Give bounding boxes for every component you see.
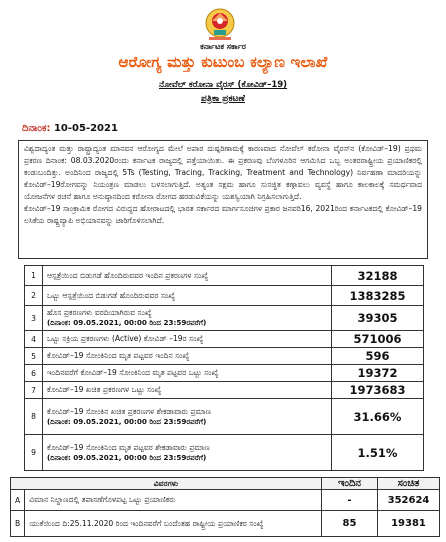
row-label: ಕೋವಿಡ್–19 ಖಚಿತ ಪ್ರಕರಣಗಳ ಒಟ್ಟು ಸಂಖ್ಯೆ bbox=[43, 382, 332, 399]
row-label: ಕೋವಿಡ್–19 ಸೋಂಕಿನಿಂದ ಮೃತ ಪಟ್ಟವರ ಇಂದಿನ ಸಂಖ್ಯೆ bbox=[43, 348, 332, 365]
row-number: 5 bbox=[25, 348, 43, 365]
row-number: 7 bbox=[25, 382, 43, 399]
info-paragraph: ಕೋವಿಡ್–19 ಸಾಂಕ್ರಾಮಿಕ ರೋಗದ ವಿರುದ್ಧದ ಹೋರಾಟದಲ್ಲಿ ಭಾರತ ಸರ್ಕಾರದ ಮಾರ್ಗಸೂಚಿಗಳ ಪ್ರಕಾರ ಜನವರಿ16, 2021ರಿಂದ ಕರ್ನಾಟಕದಲ್ಲಿ ಕೋವಿಡ್–19 ಲಸಿಕೆಯ ರಾಷ್ಟ್ರವ್ಯಾಪಿ ಅಭಿಯಾನವನ್ನು ಜಾರಿಗೊಳಿಸಲಾಗಿದೆ. bbox=[24, 204, 422, 225]
department-title: ಆರೋಗ್ಯ ಮತ್ತು ಕುಟುಂಬ ಕಲ್ಯಾಣ ಇಲಾಖೆ bbox=[118, 53, 328, 71]
press-note-heading: ಪತ್ರಿಕಾ ಪ್ರಕಟಣೆ bbox=[201, 94, 245, 104]
karnataka-emblem-icon bbox=[203, 6, 237, 42]
row-sublabel: (ದಿನಾಂಕ: 09.05.2021, 00:00 ರಿಂದ 23:59ರವರೆಗೆ) bbox=[47, 452, 207, 462]
row-today: 85 bbox=[322, 511, 378, 537]
header-details: ವಿವರಗಳು bbox=[11, 478, 322, 490]
stats-table bbox=[24, 265, 424, 471]
table-header-row bbox=[11, 478, 440, 490]
row-sublabel: (ದಿನಾಂಕ: 09.05.2021, 00:00 ರಿಂದ 23:59ರವರೆಗೆ) bbox=[47, 318, 207, 327]
row-letter: B bbox=[11, 511, 25, 537]
row-label: ಒಟ್ಟು ಆಸ್ಪತ್ರೆಯಿಂದ ಬಿಡುಗಡೆ ಹೊಂದಿರುವವರ ಸಂಖ್ಯೆ bbox=[43, 286, 332, 306]
row-sublabel: (ದಿನಾಂಕ: 09.05.2021, 00:00 ರಿಂದ 23:59ರವರೆಗೆ) bbox=[47, 416, 207, 426]
row-label-cell bbox=[43, 399, 332, 435]
row-value: 31.66% bbox=[332, 399, 424, 435]
table-row bbox=[25, 435, 424, 471]
row-number: 4 bbox=[25, 331, 43, 348]
row-number: 1 bbox=[25, 266, 43, 286]
row-label: ಒಟ್ಟು ಸಕ್ರಿಯ ಪ್ರಕರಣಗಳು (Active) ಕೋವಿಡ್ –19ರ ಸಂಖ್ಯೆ bbox=[43, 331, 332, 348]
row-value: 32188 bbox=[332, 266, 424, 286]
row-value: 596 bbox=[332, 348, 424, 365]
table-row bbox=[25, 331, 424, 348]
row-value: 39305 bbox=[332, 306, 424, 331]
government-name: ಕರ್ನಾಟಕ ಸರ್ಕಾರ bbox=[200, 42, 246, 51]
table-row bbox=[25, 365, 424, 382]
row-number: 6 bbox=[25, 365, 43, 382]
row-value: 1.51% bbox=[332, 435, 424, 471]
row-number: 3 bbox=[25, 306, 43, 331]
release-date bbox=[22, 123, 118, 134]
row-number: 2 bbox=[25, 286, 43, 306]
row-cumulative: 19381 bbox=[378, 511, 440, 537]
row-value: 19372 bbox=[332, 365, 424, 382]
row-label: ಇಂದಿನವರೆಗೆ ಕೋವಿಡ್–19 ಸೋಂಕಿನಿಂದ ಮೃತ ಪಟ್ಟವರ ಒಟ್ಟು ಸಂಖ್ಯೆ bbox=[43, 365, 332, 382]
header-today: ಇಂದಿನ bbox=[322, 478, 378, 490]
info-paragraph: ವಿಶ್ವದಾದ್ಯಂತ ಮತ್ತು ರಾಷ್ಟ್ರಾದ್ಯಂತ ಮಾನವನ ಆರೋಗ್ಯದ ಮೇಲೆ ಅಪಾರ ದುಷ್ಪರಿಣಾಮಕ್ಕೆ ಕಾರಣವಾದ ನೋವೆಲ್ ಕರೋನಾ ವೈರಸ್‌ನ (ಕೋವಿಡ್–19) ಪ್ರಥಮ ಪ್ರಕರಣ ದಿನಾಂಕ: 08.03.2020ರಂದು ಕರ್ನಾಟಕ ರಾಜ್ಯದಲ್ಲಿ ಪತ್ತೆಯಾಯಿತು. ಈ ಪ್ರಕರಣವು ಬೆಂಗಳೂರಿನ ಆಗಮಿಸಿದ ಒಬ್ಬ ಅಂತರರಾಷ್ಟ್ರೀಯ ಪ್ರಯಾಣಿಕರಲ್ಲಿ ಕಂಡುಬಂದಿತ್ತು. ಅಂದಿನಿಂದ ರಾಜ್ಯದಲ್ಲಿ 5Ts (Testing, Tracing, Tracking, Treatment and Technology) ನಿರ್ವಹಣಾ ಮಾದರಿಯನ್ನು ಕೋವಿಡ್–19ರೋಗವನ್ನು ನಿಯಂತ್ರಣ ಮಾಡಲು ಬಳಸಲಾಗುತ್ತಿದೆ. ಅತ್ಯಂತ ಸಕ್ಷಮ ಹಾಗೂ ಸುಸಜ್ಜಿತ ಕಣ್ಗಾವಲು ವ್ಯವಸ್ಥೆ ಹಾಗೂ ಕಾಲಕಾಲಕ್ಕೆ ಸಮರ್ಥವಾದ ಯೋಜನೆಗಳ ರಚನೆ ಹಾಗೂ ಅನುಷ್ಠಾನದಿಂದ ಕರೋನಾ ರೋಗದ ಹರಡುವಿಕೆಯನ್ನು ಯಶಸ್ವಿಯಾಗಿ ನಿಗ್ರಹಿಸಲಾಗುತ್ತಿದೆ. bbox=[24, 144, 422, 201]
row-value: 1973683 bbox=[332, 382, 424, 399]
row-today: - bbox=[322, 490, 378, 511]
document-subtitle: ನೋವೆಲ್ ಕರೋನಾ ವೈರಸ್ (ಕೋವಿಡ್–19) bbox=[158, 80, 288, 90]
row-label: ಕೋವಿಡ್–19 ಸೋಂಕಿನಿಂದ ಮೃತ ಪಟ್ಟವರ ಶೇಕಡಾವಾರು ಪ್ರಮಾಣ bbox=[47, 442, 210, 452]
row-label-cell bbox=[43, 306, 332, 331]
row-label: ಆಸ್ಪತ್ರೆಯಿಂದ ಬಿಡುಗಡೆ ಹೊಂದಿರುವವರ ಇಂದಿನ ಪ್ರಕರಣಗಳ ಸಂಖ್ಯೆ bbox=[43, 266, 332, 286]
date-label: ದಿನಾಂಕ: bbox=[22, 123, 51, 134]
header-cumulative: ಸಂಚಿತ bbox=[378, 478, 440, 490]
date-value: 10-05-2021 bbox=[53, 123, 118, 134]
row-value: 571006 bbox=[332, 331, 424, 348]
row-cumulative: 352624 bbox=[378, 490, 440, 511]
table-row bbox=[25, 399, 424, 435]
travellers-table bbox=[10, 477, 440, 537]
table-row bbox=[25, 306, 424, 331]
table-row bbox=[25, 266, 424, 286]
row-label-cell bbox=[43, 435, 332, 471]
row-number: 8 bbox=[25, 399, 43, 435]
table-row bbox=[25, 348, 424, 365]
row-label: ಯುಕೆಯಿಂದ ದಿ:25.11.2020 ರಿಂದ ಇಂದಿನವರೆಗೆ ಬಂದೆಂತಹ ರಾಷ್ಟ್ರೀಯ ಪ್ರಯಾಣಿಕರ ಸಂಖ್ಯೆ bbox=[25, 511, 322, 537]
table-row bbox=[25, 286, 424, 306]
row-number: 9 bbox=[25, 435, 43, 471]
info-box bbox=[18, 140, 428, 259]
table-row bbox=[11, 511, 440, 537]
row-value: 1383285 bbox=[332, 286, 424, 306]
row-label: ಕೋವಿಡ್–19 ಸೋಂಕಿನ ಖಚಿತ ಪ್ರಕರಣಗಳ ಶೇಕಡಾವಾರು ಪ್ರಮಾಣ bbox=[47, 406, 211, 416]
row-label: ವಿಮಾನ ನಿಲ್ದಾಣದಲ್ಲಿ ತಪಾಸಣೆಗೊಳಪಟ್ಟ ಒಟ್ಟು ಪ್ರಯಾಣಿಕರು bbox=[25, 490, 322, 511]
table-row bbox=[11, 490, 440, 511]
row-label: ಹೊಸ ಪ್ರಕರಣಗಳು ವರದಿಯಾಗಿರುವ ಸಂಖ್ಯೆ bbox=[47, 308, 152, 317]
row-letter: A bbox=[11, 490, 25, 511]
table-row bbox=[25, 382, 424, 399]
